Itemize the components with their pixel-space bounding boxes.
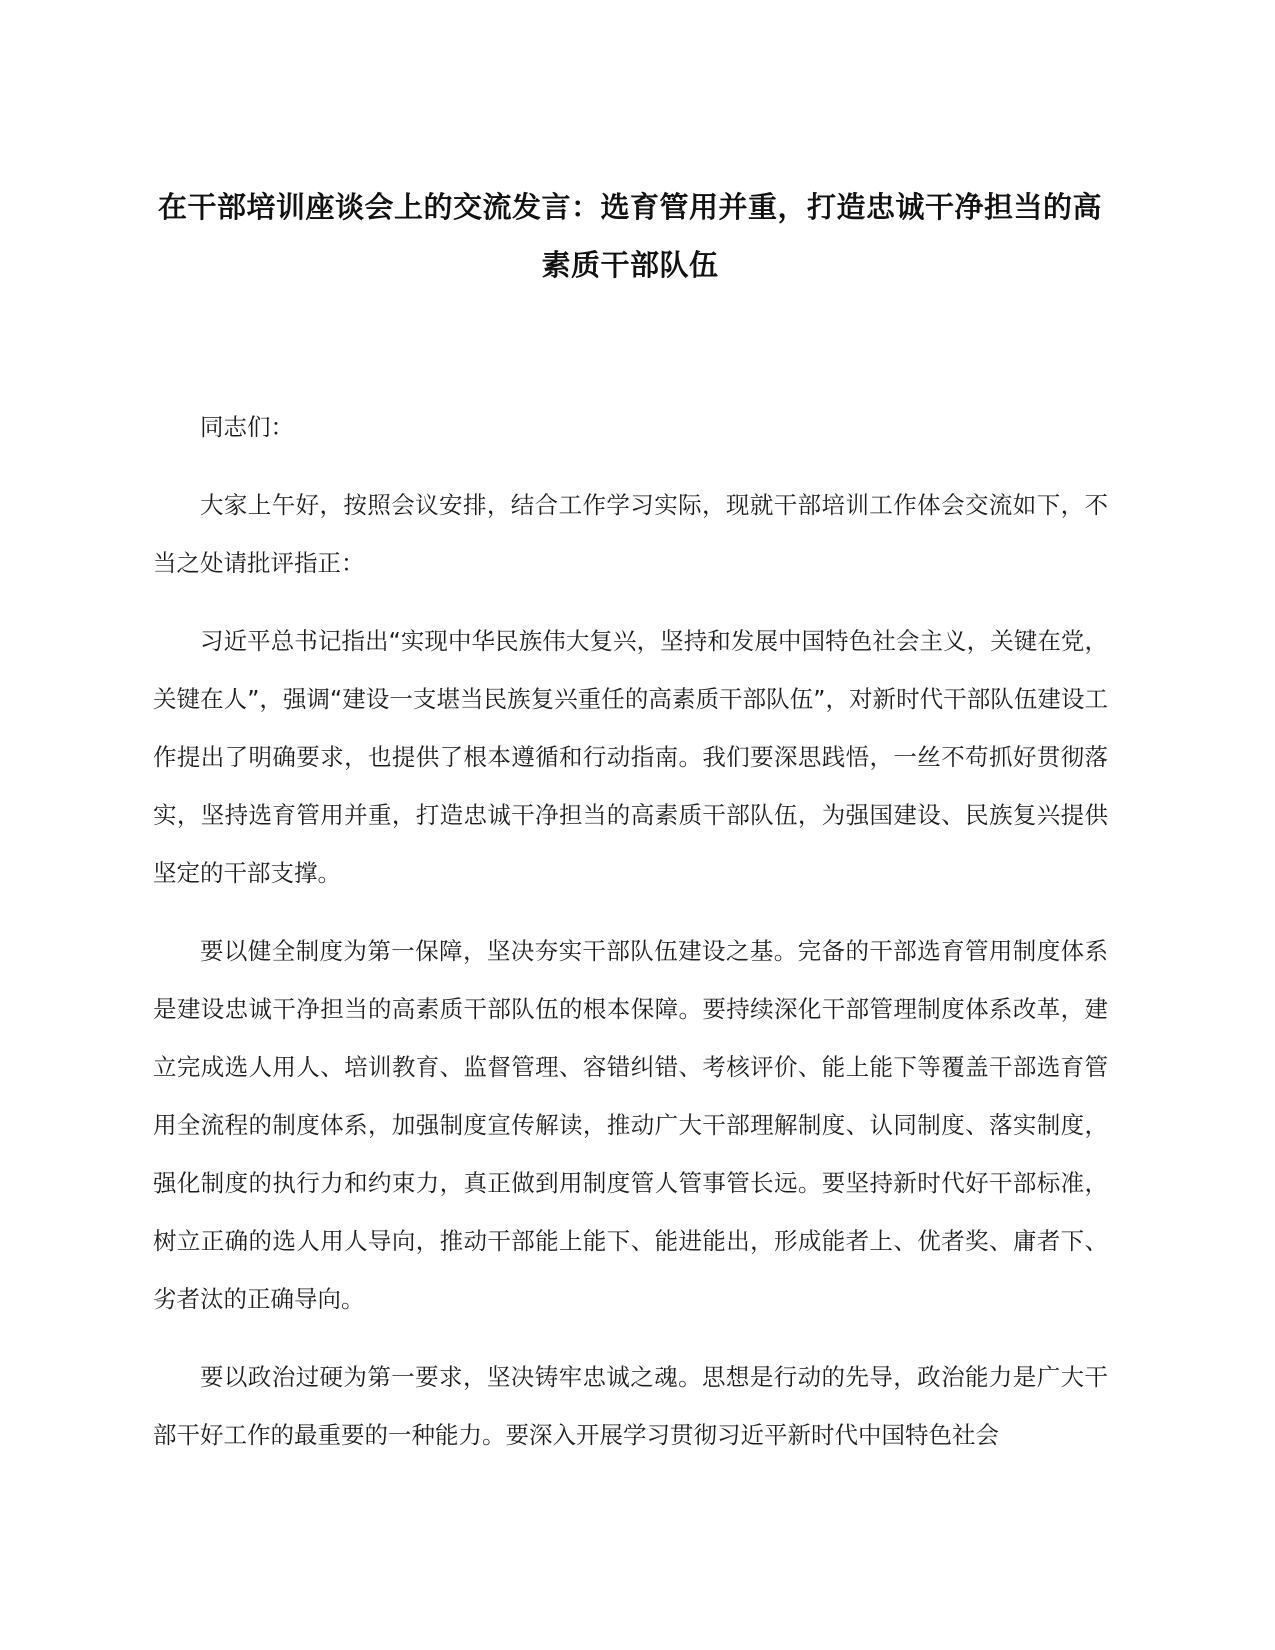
document-body [153,398,1108,1484]
body-paragraph: 要以政治过硬为第一要求，坚决铸牢忠诚之魂。思想是行动的先导，政治能力是广大干部干好工作的最重要的一种能力。要深入开展学习贯彻习近平新时代中国特色社会 [153,1363,1108,1449]
salutation-paragraph: 同志们： [200,413,294,441]
body-paragraph: 要以健全制度为第一保障，坚决夯实干部队伍建设之基。完备的干部选育管用制度体系是建设忠诚干净担当的高素质干部队伍的根本保障。要持续深化干部管理制度体系改革，建立完成选人用人、培训教育、监督管理、容错纠错、考核评价、能上能下等覆盖干部选育管用全流程的制度体系，加强制度宣传解读，推动广大干部理解制度、认同制度、落实制度，强化制度的执行力和约束力，真正做到用制度管人管事管长远。要坚持新时代好干部标准，树立正确的选人用人导向，推动干部能上能下、能进能出，形成能者上、优者奖、庸者下、劣者汰的正确导向。 [153,937,1108,1313]
opening-paragraph: 大家上午好，按照会议安排，结合工作学习实际，现就干部培训工作体会交流如下，不当之处请批评指正： [153,491,1108,577]
body-paragraph: 习近平总书记指出“实现中华民族伟大复兴，坚持和发展中国特色社会主义，关键在党，关键在人”，强调“建设一支堪当民族复兴重任的高素质干部队伍”，对新时代干部队伍建设工作提出了明确要求，也提供了根本遵循和行动指南。我们要深思践悟，一丝不苟抓好贯彻落实，坚持选育管用并重，打造忠诚干净担当的高素质干部队伍，为强国建设、民族复兴提供坚定的干部支撑。 [153,627,1108,887]
document-title: 在干部培训座谈会上的交流发言：选育管用并重，打造忠诚干净担当的高素质干部队伍 [157,190,1102,282]
